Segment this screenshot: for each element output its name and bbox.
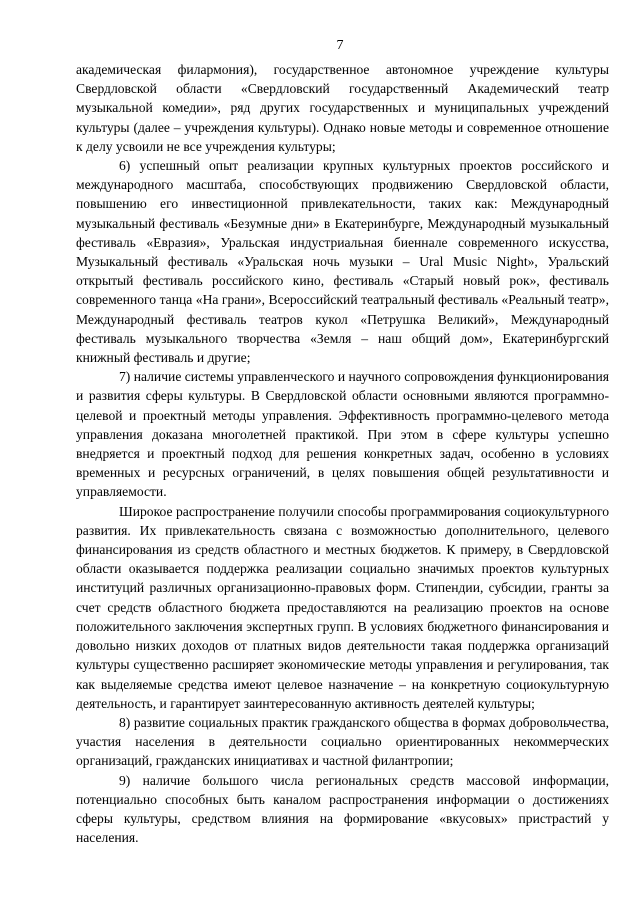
paragraph-item-7: 7) наличие системы управленческого и научного сопровождения функционирования и развития сферы культуры. В Свердловской области основными являются программно-целевой и проектный методы управления. Эффективность программно-целевого метода управления доказана многолетней практикой. При этом в сфере культуры успешно внедряется и проектный подход для решения конкретных задач, особенно в условиях временных и ресурсных ограничений, в целях повышения общей результативности и управляемости. <box>76 369 609 500</box>
paragraph-continuation: академическая филармония), государственное автономное учреждение культуры Свердловской области «Свердловский государственный Академический театр музыкальной комедии», ряд других государственных и муниципальных учреждений культуры (далее – учреждения культуры). Однако новые методы и современное отношение к делу усвоили не все учреждения культуры; <box>76 62 609 154</box>
paragraph-item-9: 9) наличие большого числа региональных средств массовой информации, потенциально способных быть каналом распространения информации о достижениях сферы культуры, средством влияния на формирование «вкусовых» пристрастий у населения. <box>76 772 609 846</box>
paragraph-programming: Широкое распространение получили способы программирования социокультурного развития. Их привлекательность связана с возможностью дополнительного, целевого финансирования из средств областного и местных бюджетов. К примеру, в Свердловской области оказывается поддержка реализации социально значимых проектов культурных институций различных организационно-правовых форм. Стипендии, субсидии, гранты за счет средств областного бюджета предоставляются на реализацию проектов на основе положительного заключения экспертных групп. В условиях бюджетного финансирования и довольно низких доходов от платных видов деятельности такая поддержка организаций культуры существенно расширяет экономические методы управления и регулирования, так как выделяемые средства имеют целевое назначение – на конкретную социокультурную деятельность, и гарантирует заинтересованную активность деятелей культуры; <box>76 503 609 711</box>
paragraph-item-8: 8) развитие социальных практик гражданского общества в формах добровольчества, участия населения в деятельности социально ориентированных некоммерческих организаций, гражданских инициативах и частной филантропии; <box>76 714 609 769</box>
page-number: 7 <box>336 38 344 53</box>
paragraph-item-6: 6) успешный опыт реализации крупных культурных проектов российского и международного масштаба, способствующих продвижению Свердловской области, повышению его инвестиционной привлекательности, таких как: Международный музыкальный фестиваль «Безумные дни» в Екатеринбурге, Международный музыкальный фестиваль «Евразия», Уральская индустриальная биеннале современного искусства, Музыкальный фестиваль «Уральская ночь музыки – Ural Music Night», Уральский открытый фестиваль российского кино, фестиваль «Старый новый рок», фестиваль современного танца «На грани», Всероссийский театральный фестиваль «Реальный театр», Международный фестиваль театров кукол «Петрушка Великий», Международный фестиваль музыкального творчества «Земля – наш общий дом», Екатеринбургский книжный фестиваль и другие; <box>76 158 609 366</box>
document-body <box>76 60 609 847</box>
